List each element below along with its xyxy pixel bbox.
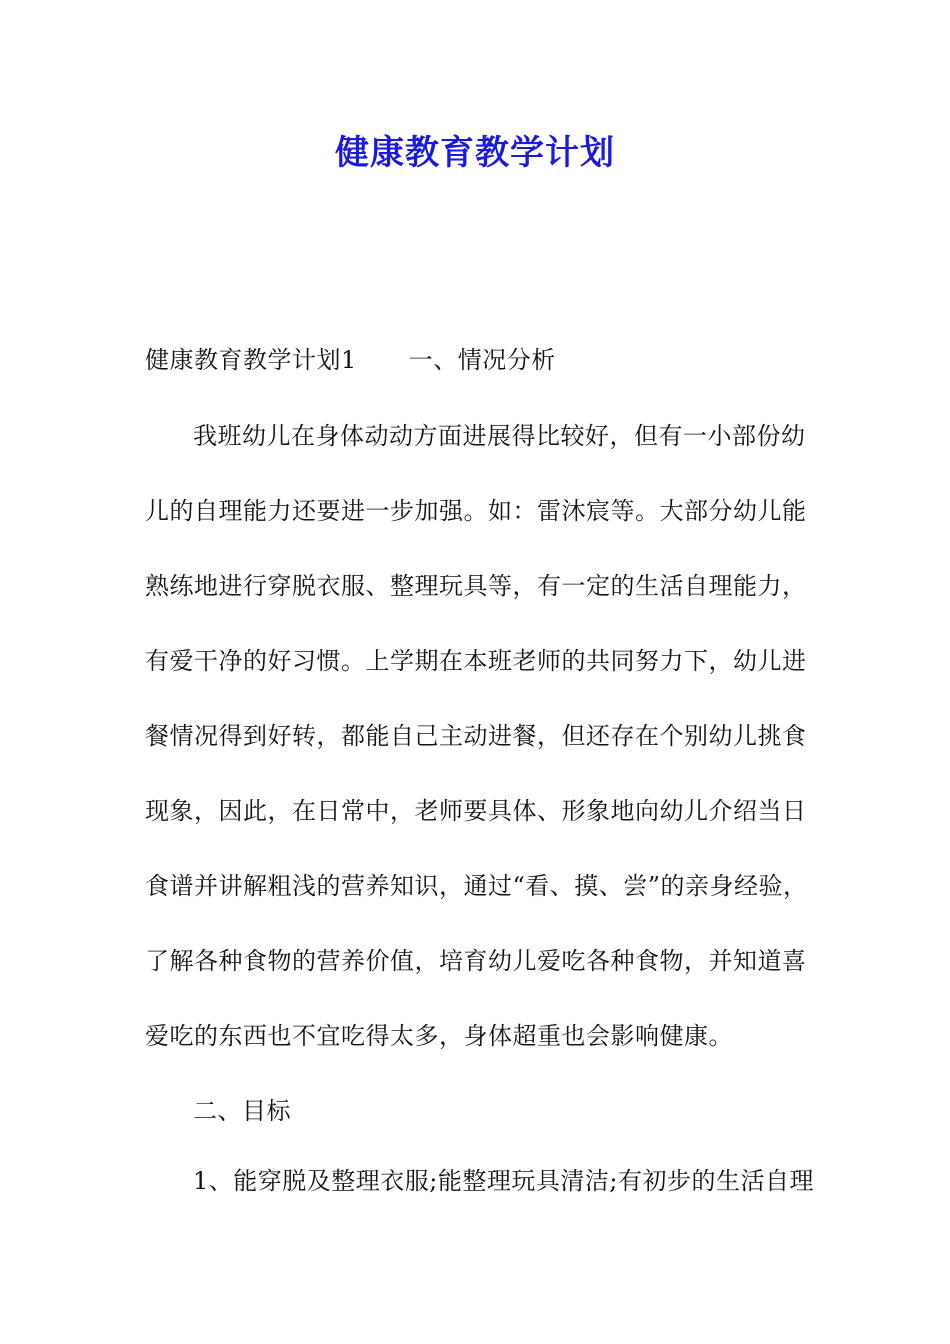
situation-heading: 一、情况分析 [408, 346, 556, 374]
paragraph-line: 了解各种食物的营养价值，培育幼儿爱吃各种食物，并知道喜 [145, 947, 807, 975]
paragraph-line: 儿的自理能力还要进一步加强。如：雷沐宸等。大部分幼儿能 [145, 497, 807, 525]
paragraph-line: 我班幼儿在身体动动方面进展得比较好，但有一小部份幼 [193, 422, 806, 450]
paragraph-line: 爱吃的东西也不宜吃得太多，身体超重也会影响健康。 [145, 1022, 733, 1050]
document-title: 健康教育教学计划 [335, 133, 615, 173]
paragraph-line: 有爱干净的好习惯。上学期在本班老师的共同努力下，幼儿进 [145, 647, 807, 675]
goal-item: 1、能穿脱及整理衣服;能整理玩具清洁;有初步的生活自理 [193, 1167, 814, 1195]
paragraph-line: 现象，因此，在日常中，老师要具体、形象地向幼儿介绍当日 [145, 797, 807, 825]
paragraph-line: 熟练地进行穿脱衣服、整理玩具等，有一定的生活自理能力， [145, 572, 807, 600]
paragraph-line: 食谱并讲解粗浅的营养知识，通过“看、摸、尝”的亲身经验， [145, 872, 808, 900]
section-heading-line [145, 342, 556, 378]
goals-heading: 二、目标 [193, 1097, 291, 1125]
paragraph-line: 餐情况得到好转，都能自己主动进餐，但还存在个别幼儿挑食 [145, 722, 807, 750]
section-heading: 健康教育教学计划1 [145, 346, 357, 374]
